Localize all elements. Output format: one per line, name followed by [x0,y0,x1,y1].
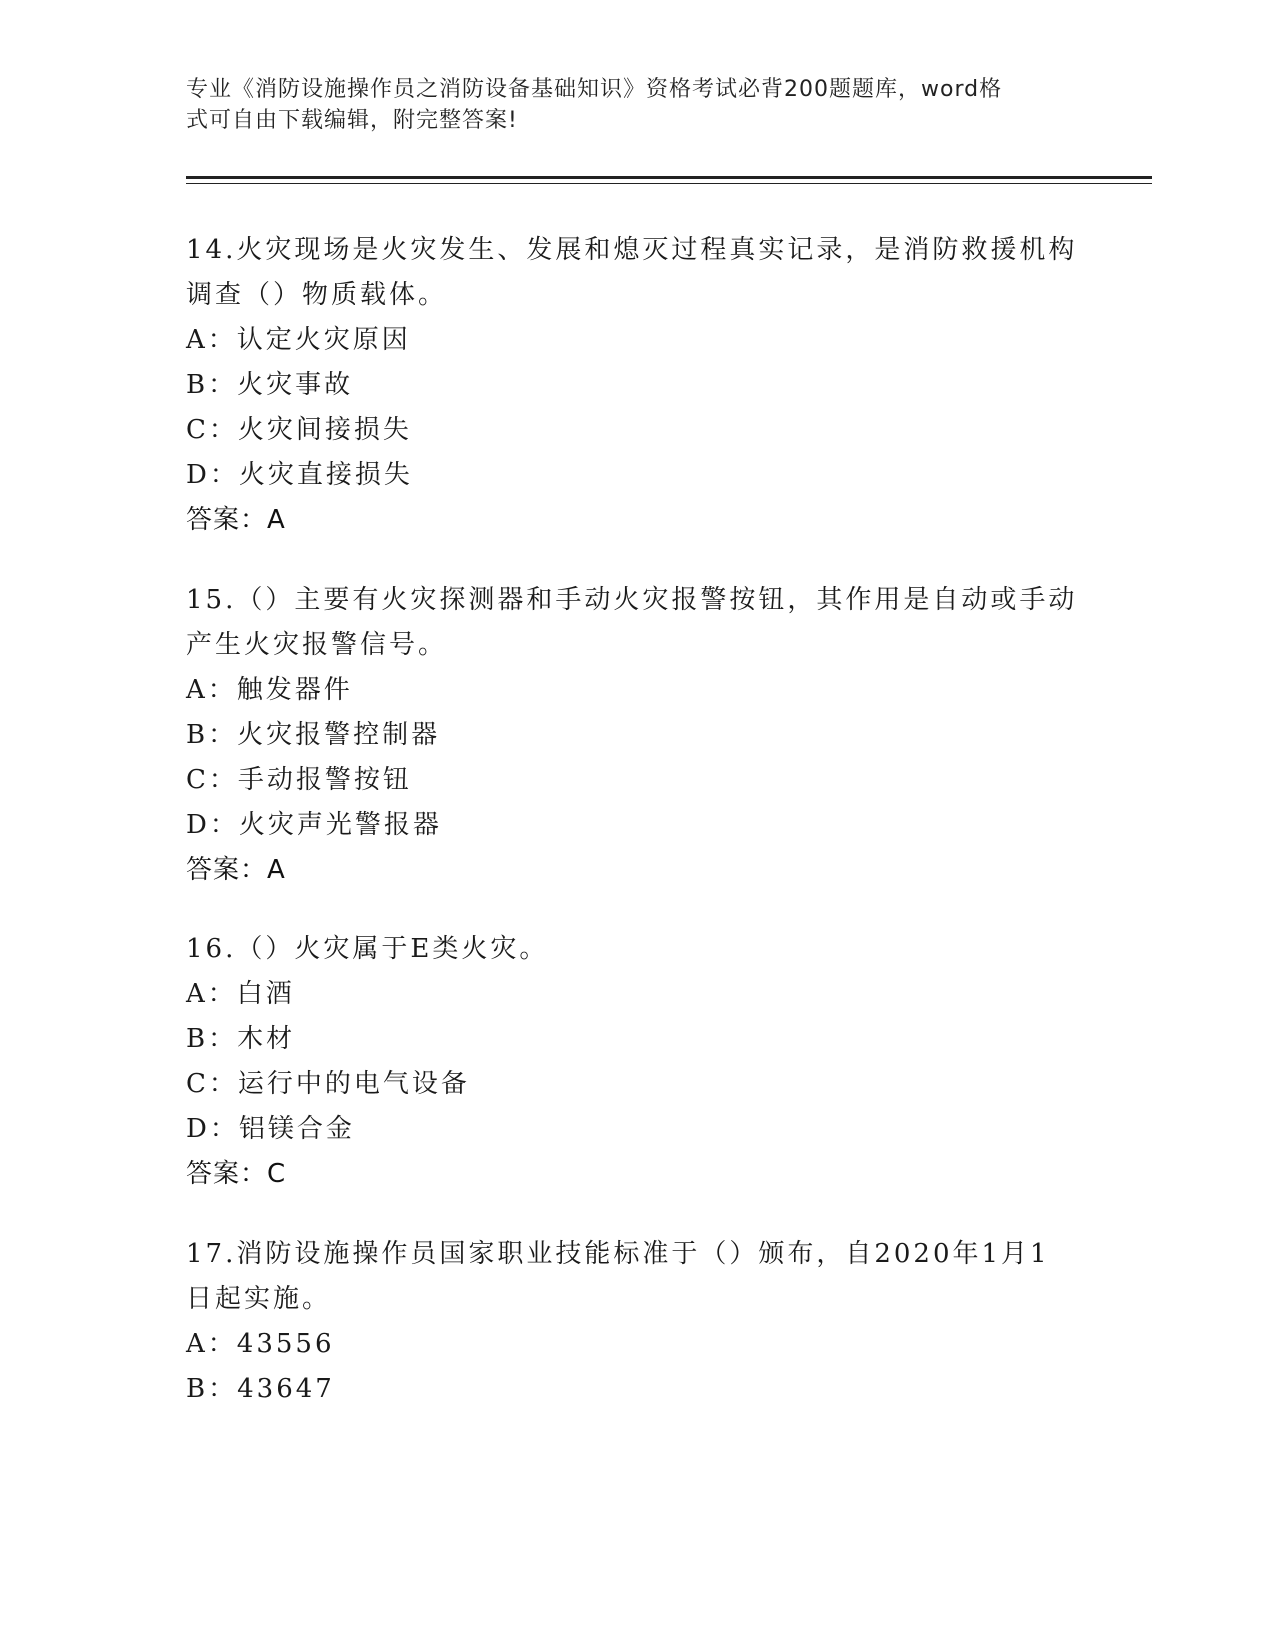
question-stem-line: 14.火灾现场是火灾发生、发展和熄灭过程真实记录，是消防救援机构 [186,235,1078,265]
header-line-2: 式可自由下载编辑，附完整答案! [186,108,518,133]
question-15 [186,578,1086,893]
option-a: A：触发器件 [186,675,353,705]
header-divider-thin [186,183,1152,184]
option-c: C：运行中的电气设备 [186,1069,470,1099]
option-b: B：火灾报警控制器 [186,720,441,750]
option-a: A：认定火灾原因 [186,325,411,355]
question-stem-line: 15.（）主要有火灾探测器和手动火灾报警按钮，其作用是自动或手动 [186,585,1078,615]
option-d: D：火灾直接损失 [186,460,413,490]
question-stem-line: 日起实施。 [186,1284,332,1314]
question-16 [186,927,1086,1197]
option-c: C：手动报警按钮 [186,765,412,795]
option-d: D：铝镁合金 [186,1114,355,1144]
answer-line: 答案：A [186,505,286,535]
question-stem-line: 16.（）火灾属于E类火灾。 [186,934,549,964]
answer-line: 答案：C [186,1159,287,1189]
document-header [186,74,1066,136]
question-17 [186,1232,1086,1412]
question-stem-line: 调查（）物质载体。 [186,280,448,310]
option-b: B：木材 [186,1024,296,1054]
option-c: C：火灾间接损失 [186,415,412,445]
question-stem-line: 产生火灾报警信号。 [186,630,448,660]
option-b: B：火灾事故 [186,370,354,400]
header-line-1: 专业《消防设施操作员之消防设备基础知识》资格考试必背200题题库，word格 [186,77,1003,102]
option-a: A：白酒 [186,979,295,1009]
answer-line: 答案：A [186,855,286,885]
question-14 [186,228,1086,543]
option-b: B：43647 [186,1374,335,1404]
header-divider-thick [186,176,1152,179]
option-a: A：43556 [186,1329,335,1359]
option-d: D：火灾声光警报器 [186,810,442,840]
question-stem-line: 17.消防设施操作员国家职业技能标准于（）颁布，自2020年1月1 [186,1239,1050,1269]
